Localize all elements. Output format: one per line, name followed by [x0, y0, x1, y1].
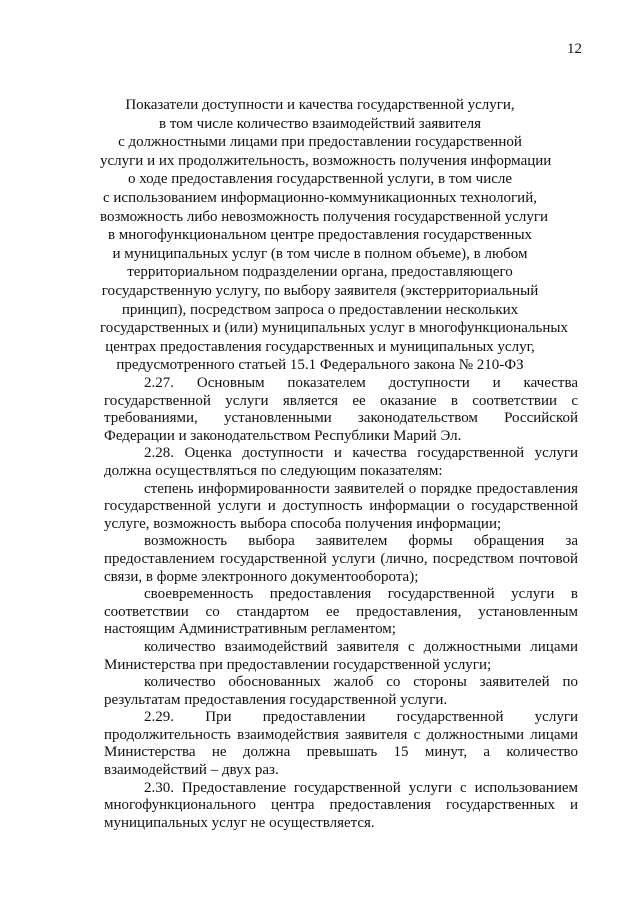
heading-line: с должностными лицами при предоставлении государственной [118, 134, 522, 151]
heading-line: государственную услугу, по выбору заявителя (экстерриториальный [101, 282, 539, 299]
heading-line: с использованием информационно-коммуникационных технологий, [102, 189, 537, 206]
criterion-timeliness: своевременность предоставления государственной услуги в соответствии со стандартом ее предоставления, установленным настоящим Административным регламентом; [104, 586, 578, 638]
criterion-informedness: степень информированности заявителей о порядке предоставления государственной услуги и доступность информации о государственной услуге, возможность выбора способа получения информации; [104, 480, 578, 532]
heading-line: Показатели доступности и качества государственной услуги, [125, 97, 515, 113]
paragraph-2-30: 2.30. Предоставление государственной услуги с использованием многофункционального центра предоставления государственных и муниципальных услуг не осуществляется. [104, 779, 578, 831]
page-number: 12 [567, 41, 582, 57]
paragraph-2-27: 2.27. Основным показателем доступности и качества государственной услуги является ее оказание в соответствии с требованиями, установленными законодательством Российской Федерации и законодательством Республики Марий Эл. [104, 375, 578, 444]
paragraph-2-28: 2.28. Оценка доступности и качества государственной услуги должна осуществляться по следующим показателям: [104, 445, 578, 479]
section-heading [100, 96, 569, 375]
heading-line: территориальном подразделении органа, предоставляющего [127, 264, 513, 281]
heading-line: центрах предоставления государственных и муниципальных услуг, [105, 338, 535, 355]
paragraph-2-29: 2.29. При предоставлении государственной услуги продолжительность взаимодействия заявителя с должностными лицами Министерства не должна превышать 15 минут, а количество взаимодействий – двух раз. [104, 709, 578, 779]
heading-line: принцип), посредством запроса о предоставлении нескольких [121, 301, 519, 318]
heading-line: услуги и их продолжительность, возможность получения информации [100, 152, 552, 169]
body-text [104, 375, 578, 832]
criterion-request-form: возможность выбора заявителем формы обращения за предоставлением государственной услуги (лично, посредством почтовой связи, в форме электронного документооборота); [104, 533, 578, 585]
criterion-interactions: количество взаимодействий заявителя с должностными лицами Министерства при предоставлении государственной услуги; [104, 638, 578, 673]
heading-line: о ходе предоставления государственной услуги, в том числе [127, 171, 513, 188]
heading-line: возможность либо невозможность получения государственной услуги [100, 208, 549, 225]
heading-line: в многофункциональном центре предоставления государственных [107, 227, 533, 244]
heading-line: предусмотренного статьей 15.1 Федерального закона № 210-ФЗ [116, 357, 524, 374]
heading-line: в том числе количество взаимодействий заявителя [159, 115, 481, 132]
heading-line: государственных и (или) муниципальных услуг в многофункциональных [100, 320, 569, 337]
heading-line: и муниципальных услуг (в том числе в полном объеме), в любом [112, 245, 528, 262]
criterion-complaints: количество обоснованных жалоб со стороны заявителей по результатам предоставления государственной услуги. [104, 674, 578, 708]
